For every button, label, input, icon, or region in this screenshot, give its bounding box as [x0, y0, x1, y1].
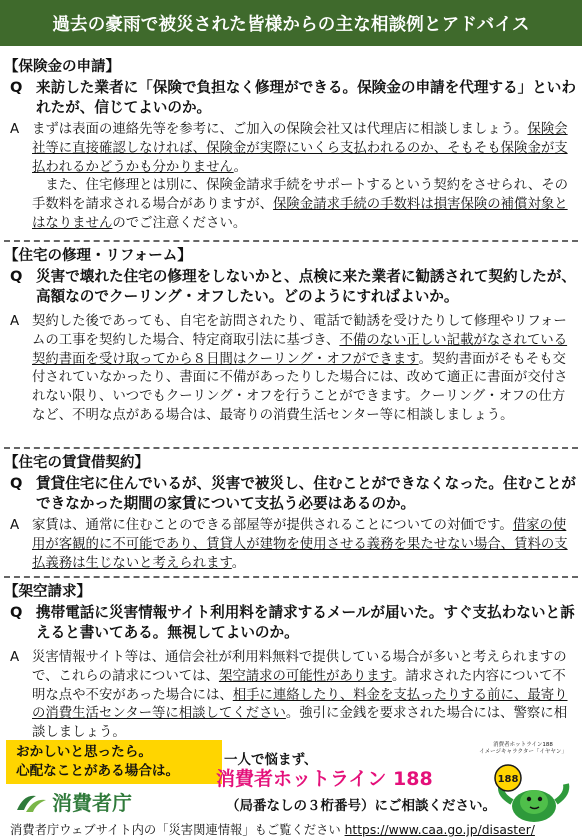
answer-text: のでご注意ください。	[112, 215, 247, 231]
a-mark: A	[10, 518, 20, 533]
agency-logo	[14, 790, 132, 816]
answer-text: 。	[231, 555, 246, 571]
section-divider	[4, 240, 578, 242]
a-mark: A	[10, 650, 20, 665]
question	[4, 78, 578, 118]
question-text: 来訪した業者に「保険で負担なく修理ができる。保険金の申請を代理する」といわれたが、信じてよいのか。	[36, 79, 576, 116]
question	[4, 603, 578, 643]
answer	[4, 313, 578, 426]
answer-emphasis: 架空請求の可能性があります	[218, 668, 392, 684]
answer-body	[32, 121, 578, 234]
section-rental	[4, 454, 578, 573]
callout-line-1: おかしいと思ったら。	[16, 744, 152, 760]
callout-line-2: 心配なことがある場合は。	[16, 763, 180, 779]
answer-text: まずは表面の連絡先等を参考に、ご加入の保険会社又は代理店に相談しましょう。	[32, 122, 528, 137]
answer-body	[32, 517, 578, 573]
agency-logo-name: 消費者庁	[52, 791, 132, 815]
answer	[4, 517, 578, 573]
answer-emphasis: 保険金請求手続の手数料は損害保険の補償対象とはなりません	[32, 197, 568, 231]
answer-text: 。請求された内容について不明な点や不安があった場合には、	[32, 668, 566, 703]
answer-text: 契約した後であっても、自宅を訪問されたり、電話で勧誘を受けたりして修理やリフォームの工事を契約した場合、特定商取引法に基づき、	[32, 314, 567, 348]
answer-text: また、住宅修理とは別に、保険金請求手続をサポートするという契約をさせられ、その手数料を請求される場合がありますが、	[32, 178, 569, 213]
section-fraud	[4, 583, 578, 743]
hotline-intro: 一人で悩まず、	[224, 752, 318, 768]
q-mark: Q	[10, 79, 23, 96]
question	[4, 267, 578, 307]
answer	[4, 121, 578, 234]
section-insurance	[4, 58, 578, 234]
mascot-badge: 188	[497, 774, 519, 785]
a-mark: A	[10, 314, 20, 329]
section-title: 【保険金の申請】	[4, 59, 120, 75]
page-banner	[0, 0, 582, 46]
answer-text: 。	[233, 159, 248, 175]
mascot-character-icon	[486, 744, 576, 824]
question-text: 災害で壊れた住宅の修理をしないかと、点検に来た業者に勧誘されて契約したが、高額なのでクーリング・オフしたい。どのようにすればよいか。	[36, 268, 576, 305]
q-mark: Q	[10, 475, 23, 492]
a-mark: A	[10, 122, 20, 137]
answer-emphasis: 借家の使用が客観的に不可能であり、賃貸人が建物を使用させる義務を果たせない場合、賃料の支払義務は生じないと考えられます	[32, 518, 568, 571]
footer-note	[10, 820, 535, 838]
answer	[4, 649, 578, 743]
answer-emphasis: 相手に連絡したり、料金を支払ったりする前に、最寄りの消費生活センター等に相談してください	[32, 687, 568, 722]
section-divider	[4, 576, 578, 578]
answer-text: 。契約書面がそもそも交付されていなかったり、書面に不備があったりした場合には、改めて適正に書面が交付されない限り、いつでもクーリング・オフを行うことができます。クーリング・オフの仕方など、不明な点がある場合は、最寄りの消費生活センター等に相談しましょう。	[32, 351, 568, 423]
answer-text: 。強引に金銭を要求された場合には、警察に相談しましょう。	[32, 706, 568, 741]
footer-note-text: 消費者庁ウェブサイト内の「災害関連情報」もご覧ください	[10, 823, 345, 837]
answer-body	[32, 313, 578, 426]
question	[4, 474, 578, 514]
question-text: 携帯電話に災害情報サイト利用料を請求するメールが届いた。すぐ支払わないと訴えると書いてある。無視してよいのか。	[36, 604, 575, 641]
q-mark: Q	[10, 268, 23, 285]
section-divider	[4, 447, 578, 449]
hotline-name: 消費者ホットライン 188	[216, 768, 433, 790]
answer-emphasis: 不備のない正しい記載がなされている契約書面を受け取ってから８日間はクーリング・オフができます	[32, 332, 568, 367]
answer-body	[32, 649, 578, 743]
character-caption-line-2: イメージキャラクター「イヤヤン」	[479, 749, 567, 755]
hotline-note: （局番なしの３桁番号）にご相談ください。	[226, 798, 496, 814]
answer-text: 家賃は、通常に住むことのできる部屋等が提供されることについての対価です。	[32, 518, 513, 533]
section-title: 【住宅の賃貸借契約】	[4, 455, 149, 471]
answer-text: 災害情報サイト等は、通信会社が利用料無料で提供している場合が多いと考えられますので、これらの請求については、	[32, 650, 567, 684]
question-text: 賃貸住宅に住んでいるが、災害で被災し、住むことができなくなった。住むことができなかった期間の家賃について支払う必要はあるのか。	[36, 475, 576, 512]
section-repair	[4, 247, 578, 426]
section-title: 【住宅の修理・リフォーム】	[4, 248, 192, 264]
answer-indent	[32, 178, 45, 193]
banner-title: 過去の豪雨で被災された皆様からの主な相談例とアドバイス	[52, 14, 530, 35]
section-title: 【架空請求】	[4, 584, 91, 600]
callout-box	[6, 740, 222, 784]
agency-logo-icon	[14, 790, 48, 816]
q-mark: Q	[10, 604, 23, 621]
character-caption-line-1: 消費者ホットライン188	[493, 742, 553, 748]
disaster-info-link[interactable]: https://www.caa.go.jp/disaster/	[344, 823, 535, 837]
answer-emphasis: 保険会社等に直接確認しなければ、保険金が実際にいくら支払われるのか、そもそも保険金が支払われるかどうかも分かりません	[32, 122, 568, 175]
